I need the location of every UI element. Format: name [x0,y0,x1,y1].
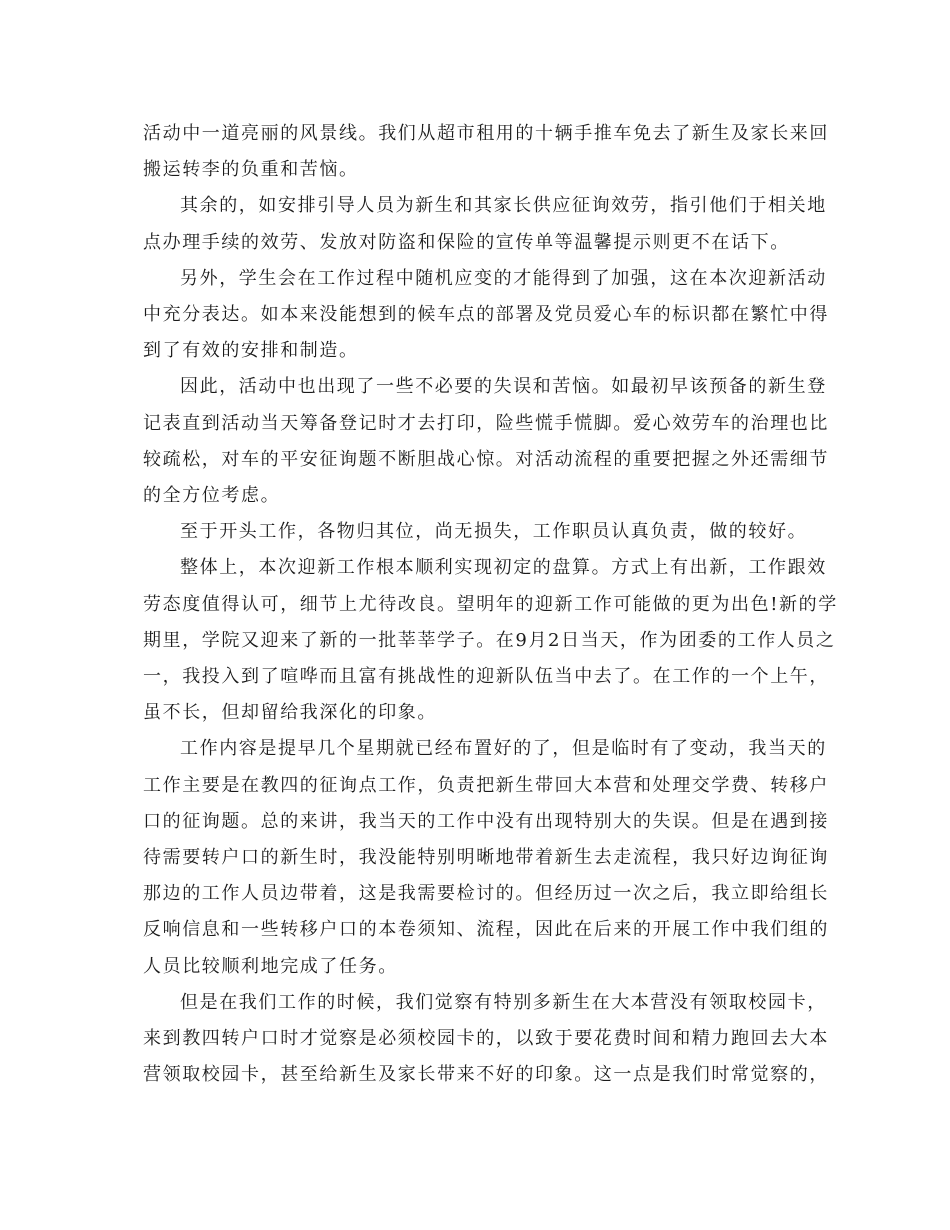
text-line: 待需要转户口的新生时，我没能特别明晰地带着新生去走流程，我只好边询征询 [143,847,829,869]
text-line: 到了有效的安排和制造。 [143,340,359,362]
paragraph-first-line: 另外，学生会在工作过程中随机应变的才能得到了加强，这在本次迎新活动 [180,267,827,289]
text-line: 来到教四转户口时才觉察是必须校园卡的，以致于要花费时间和精力跑回去大本 [143,1028,829,1050]
text-line: 营领取校园卡，甚至给新生及家长带来不好的印象。这一点是我们时常觉察的， [143,1064,829,1086]
text-line: 那边的工作人员边带着，这是我需要检讨的。但经历过一次之后，我立即给组长 [143,883,829,905]
text-line: 人员比较顺利地完成了任务。 [143,955,398,977]
text-line: 搬运转李的负重和苦恼。 [143,159,359,181]
text-line: 记表直到活动当天筹备登记时才去打印，险些慌手慌脚。爱心效劳车的治理也比 [143,412,829,434]
text-line: 的全方位考虑。 [143,485,281,507]
text-line: 虽不长，但却留给我深化的印象。 [143,702,437,724]
text-line: 活动中一道亮丽的风景线。我们从超市租用的十辆手推车免去了新生及家长来回 [143,123,829,144]
text-line: 一，我投入到了喧哗而且富有挑战性的迎新队伍当中去了。在工作的一个上午， [143,666,829,688]
text-line: 较疏松，对车的平安征询题不断胆战心惊。对活动流程的重要把握之外还需细节 [143,448,829,470]
text-line: 期里，学院又迎来了新的一批莘莘学子。在9月2日当天，作为团委的工作人员之 [143,629,836,651]
paragraph-first-line: 整体上，本次迎新工作根本顺利实现初定的盘算。方式上有出新，工作跟效 [180,557,827,579]
text-line: 反响信息和一些转移户口的本卷须知、流程，因此在后来的开展工作中我们组的 [143,919,829,941]
paragraph-first-line: 因此，活动中也出现了一些不必要的失误和苦恼。如最初早该预备的新生登 [180,376,827,398]
text-line: 中充分表达。如本来没能想到的候车点的部署及党员爱心车的标识都在繁忙中得 [143,304,829,326]
text-line: 点办理手续的效劳、发放对防盗和保险的宣传单等温馨提示则更不在话下。 [143,231,790,253]
paragraph-first-line: 其余的，如安排引导人员为新生和其家长供应征询效劳，指引他们于相关地 [180,195,827,217]
text-line: 工作主要是在教四的征询点工作，负责把新生带回大本营和处理交学费、转移户 [143,774,829,796]
paragraph-first-line: 工作内容是提早几个星期就已经布置好的了，但是临时有了变动，我当天的 [180,738,827,760]
paragraph-first-line: 但是在我们工作的时候，我们觉察有特别多新生在大本营没有领取校园卡， [180,991,827,1013]
paragraph-first-line: 至于开头工作，各物归其位，尚无损失，工作职员认真负责，做的较好。 [180,521,808,543]
text-line: 口的征询题。总的来讲，我当天的工作中没有出现特别大的失误。但是在遇到接 [143,810,829,832]
document-body [143,116,838,1093]
text-line: 劳态度值得认可，细节上尤待改良。望明年的迎新工作可能做的更为出色!新的学 [143,593,838,615]
